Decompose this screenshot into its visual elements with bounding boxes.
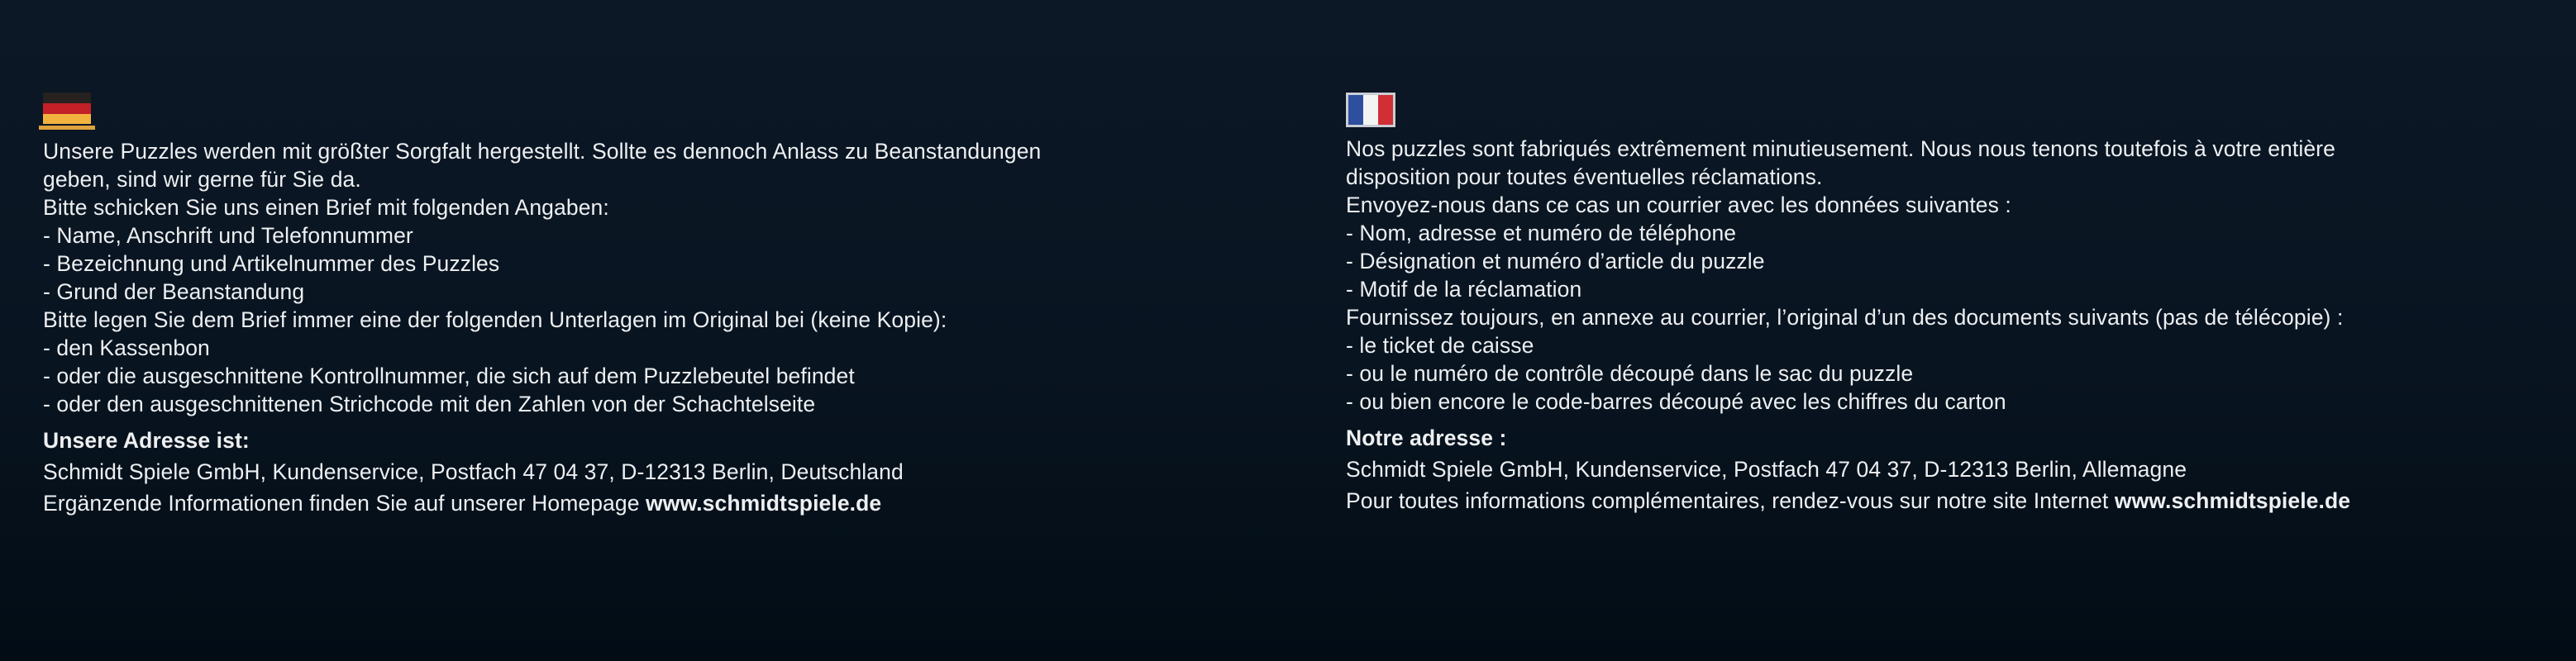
address-heading: Unsere Adresse ist: (43, 428, 250, 453)
text-segment: - Désignation et numéro d’article du puzzle (1346, 249, 1765, 273)
text-line (1346, 247, 2553, 275)
address-heading: Notre adresse : (1346, 426, 1507, 450)
text-line (43, 221, 1283, 250)
text-line (43, 137, 1283, 165)
france-flag-red-stripe (1378, 95, 1393, 125)
postal-address: Schmidt Spiele GmbH, Kundenservice, Postfach 47 04 37, D-12313 Berlin, Allemagne (1346, 457, 2187, 482)
website-url: www.schmidtspiele.de (2114, 488, 2351, 513)
text-segment: Unsere Puzzles werden mit größter Sorgfalt hergestellt. Sollte es dennoch Anlass zu Beanstandungen (43, 139, 1042, 164)
text-segment: - den Kassenbon (43, 335, 210, 360)
text-line (1346, 485, 2553, 516)
text-line (1346, 359, 2553, 388)
postal-address: Schmidt Spiele GmbH, Kundenservice, Postfach 47 04 37, D-12313 Berlin, Deutschland (43, 459, 904, 484)
text-segment: - Nom, adresse et numéro de téléphone (1346, 221, 1737, 245)
text-line (43, 390, 1283, 418)
website-url: www.schmidtspiele.de (646, 491, 882, 516)
text-segment: - ou le numéro de contrôle découpé dans le sac du puzzle (1346, 361, 1914, 386)
text-line (43, 193, 1283, 221)
text-segment: - Bezeichnung und Artikelnummer des Puzzles (43, 251, 500, 276)
text-line (1346, 454, 2553, 485)
french-section (1346, 93, 2553, 516)
text-segment: Bitte schicken Sie uns einen Brief mit folgenden Angaben: (43, 195, 609, 220)
text-segment: - ou bien encore le code-barres découpé avec les chiffres du carton (1346, 389, 2006, 414)
text-line (43, 278, 1283, 306)
text-line (1346, 303, 2553, 331)
france-flag-icon (1346, 93, 2553, 127)
germany-flag-red-stripe (43, 103, 91, 114)
text-segment: - oder den ausgeschnittenen Strichcode mit den Zahlen von der Schachtelseite (43, 392, 816, 416)
text-line (43, 334, 1283, 362)
text-line (1346, 191, 2553, 219)
text-segment: Bitte legen Sie dem Brief immer eine der folgenden Unterlagen im Original bei (keine Kopie): (43, 307, 947, 332)
text-segment: - oder die ausgeschnittene Kontrollnummer, die sich auf dem Puzzlebeutel befindet (43, 364, 855, 388)
text-segment: Nos puzzles sont fabriqués extrêmement minutieusement. Nous nous tenons toutefois à votre entière (1346, 136, 2335, 161)
text-line (1346, 275, 2553, 303)
text-segment: geben, sind wir gerne für Sie da. (43, 167, 361, 192)
text-line (1346, 422, 2553, 454)
text-line (43, 306, 1283, 334)
text-line (43, 165, 1283, 193)
germany-flag-black-stripe (43, 93, 91, 103)
german-text-block (43, 137, 1283, 519)
france-flag-blue-stripe (1348, 95, 1363, 125)
text-line (43, 456, 1283, 487)
text-line (1346, 135, 2553, 163)
france-flag (1346, 93, 1395, 127)
text-segment: Pour toutes informations complémentaires, rendez-vous sur notre site Internet (1346, 488, 2115, 513)
text-segment: - Motif de la réclamation (1346, 277, 1582, 302)
text-line (1346, 219, 2553, 247)
text-segment: - Name, Anschrift und Telefonnummer (43, 223, 413, 248)
text-line (43, 425, 1283, 456)
text-segment: - Grund der Beanstandung (43, 279, 305, 304)
french-text-block (1346, 135, 2553, 516)
text-segment: - le ticket de caisse (1346, 333, 1534, 358)
text-line (1346, 163, 2553, 191)
text-segment: Fournissez toujours, en annexe au courrier, l’original d’un des documents suivants (pas de télécopie) : (1346, 305, 2344, 330)
text-segment: disposition pour toutes éventuelles réclamations. (1346, 164, 1823, 189)
text-line (43, 250, 1283, 278)
france-flag-white-stripe (1363, 95, 1378, 125)
text-line (43, 487, 1283, 519)
germany-flag-icon (43, 93, 1283, 130)
germany-flag (43, 93, 91, 124)
text-line (1346, 331, 2553, 359)
text-line (43, 362, 1283, 390)
german-section (43, 93, 1283, 519)
text-segment: Envoyez-nous dans ce cas un courrier avec les données suivantes : (1346, 193, 2011, 217)
germany-flag-gold-stripe (43, 114, 91, 124)
text-line (1346, 388, 2553, 416)
text-segment: Ergänzende Informationen finden Sie auf unserer Homepage (43, 491, 646, 516)
germany-flag-gold-edge (39, 126, 95, 130)
